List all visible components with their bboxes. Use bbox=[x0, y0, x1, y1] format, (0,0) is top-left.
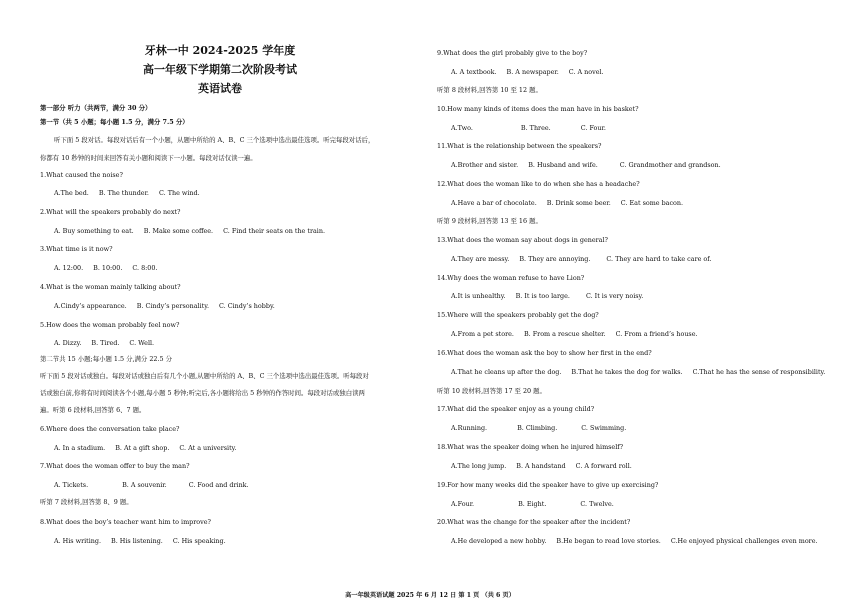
section2-instruction-line2: 话或独白前,你将有时间阅读各个小题,每小题 5 秒钟;听完后,各小题将给出 5 秒钟的作答时间。每段对话或独白读两 bbox=[40, 389, 365, 397]
option-b: B. They are annoying. bbox=[519, 255, 591, 263]
option-b: B. The thunder. bbox=[98, 189, 149, 197]
question-10: 10.How many kinds of items does the man have in his basket? bbox=[437, 105, 639, 113]
option-a: A.He developed a new hobby. bbox=[451, 537, 547, 545]
option-b: B. Eight. bbox=[518, 500, 547, 508]
question-9-options bbox=[451, 68, 614, 76]
question-11: 11.What is the relationship between the speakers? bbox=[437, 142, 602, 150]
question-18-options bbox=[451, 462, 642, 470]
question-16: 16.What does the woman ask the boy to show her first in the end? bbox=[437, 349, 652, 357]
question-6: 6.Where does the conversation take place? bbox=[40, 425, 180, 433]
section2-instruction-line3: 遍。听第 6 段材料,回答第 6、7 题。 bbox=[40, 406, 146, 414]
option-b: B. Make some coffee. bbox=[143, 227, 214, 235]
question-8: 8.What does the boy’s teacher want him to improve? bbox=[40, 518, 211, 526]
option-a: A.Cindy’s appearance. bbox=[54, 302, 127, 310]
section1-instruction-line2: 你都有 10 秒钟的时间来回答有关小题和阅读下一小题。每段对话仅读一遍。 bbox=[40, 154, 257, 162]
option-a: A. A textbook. bbox=[451, 68, 497, 76]
option-b: B. From a rescue shelter. bbox=[523, 330, 606, 338]
section2-instruction-line1: 听下面 5 段对话或独白。每段对话或独白后有几个小题,从题中所给的 A、B、C 三个选项中选出最佳选项。听每段对 bbox=[40, 372, 369, 380]
option-c: C. Grandmother and grandson. bbox=[619, 161, 721, 169]
option-a: A.It is unhealthy. bbox=[451, 292, 506, 300]
option-b: B. Husband and wife. bbox=[528, 161, 598, 169]
option-b: B. A newspaper. bbox=[506, 68, 559, 76]
question-2: 2.What will the speakers probably do next? bbox=[40, 208, 181, 216]
question-14-options bbox=[451, 292, 653, 300]
question-13: 13.What does the woman say about dogs in general? bbox=[437, 236, 608, 244]
question-20-options bbox=[451, 537, 818, 545]
question-17-options bbox=[451, 424, 636, 432]
question-20: 20.What was the change for the speaker after the incident? bbox=[437, 518, 631, 526]
question-10-options bbox=[451, 124, 616, 132]
school-title: 牙林一中 2024-2025 学年度 bbox=[144, 44, 296, 57]
option-a: A.Running. bbox=[451, 424, 488, 432]
option-a: A.Have a bar of chocolate. bbox=[451, 199, 537, 207]
question-3-options bbox=[54, 264, 167, 272]
question-9: 9.What does the girl probably give to the boy? bbox=[437, 49, 588, 57]
option-a: A.Brother and sister. bbox=[451, 161, 519, 169]
option-c: C. It is very noisy. bbox=[585, 292, 644, 300]
question-16-options bbox=[451, 368, 825, 376]
page-footer: 高一年级英语试题 2025 年 6 月 12 日 第 1 页 （共 6 页） bbox=[345, 592, 515, 599]
option-b: B. Cindy’s personality. bbox=[136, 302, 209, 310]
option-a: A. 12:00. bbox=[54, 264, 84, 272]
option-c: C. Find their seats on the train. bbox=[223, 227, 325, 235]
question-2-options bbox=[54, 227, 335, 235]
option-b: B. Climbing. bbox=[517, 424, 558, 432]
question-6-options bbox=[54, 444, 246, 452]
option-c: C. His speaking. bbox=[172, 537, 226, 545]
question-15-options bbox=[451, 330, 708, 338]
option-c: C. From a friend’s house. bbox=[615, 330, 698, 338]
option-c: C.That he has the sense of responsibility. bbox=[692, 368, 826, 376]
option-a: A. Buy something to eat. bbox=[54, 227, 134, 235]
question-13-options bbox=[451, 255, 721, 263]
section1-instruction-line1: 听下面 5 段对话。每段对话后有一个小题，从题中所给的 A、B、C 三个选项中选出最佳选项。听完每段对话后， bbox=[54, 136, 375, 144]
option-a: A.The bed. bbox=[54, 189, 89, 197]
option-a: A. Tickets. bbox=[54, 481, 89, 489]
question-4-options bbox=[54, 302, 285, 310]
section2-heading: 第二节共 15 小题;每小题 1.5 分,满分 22.5 分 bbox=[40, 355, 172, 363]
option-a: A.Two. bbox=[451, 124, 473, 132]
question-15: 15.Where will the speakers probably get the dog? bbox=[437, 311, 599, 319]
option-c: C. At a university. bbox=[179, 444, 237, 452]
option-c: C. A forward roll. bbox=[575, 462, 632, 470]
question-1: 1.What caused the noise? bbox=[40, 171, 123, 179]
option-b: B. At a gift shop. bbox=[115, 444, 170, 452]
question-12-options bbox=[451, 199, 693, 207]
option-b: B. Tired. bbox=[91, 339, 120, 347]
option-a: A.They are messy. bbox=[451, 255, 510, 263]
option-a: A.Four. bbox=[451, 500, 475, 508]
option-b: B.That he takes the dog for walks. bbox=[571, 368, 683, 376]
option-b: B. Drink some beer. bbox=[546, 199, 611, 207]
option-b: B. His listening. bbox=[111, 537, 163, 545]
question-7: 7.What does the woman offer to buy the man? bbox=[40, 462, 190, 470]
option-b: B. It is too large. bbox=[515, 292, 570, 300]
option-b: B. 10:00. bbox=[93, 264, 123, 272]
option-b: B. Three. bbox=[520, 124, 551, 132]
question-19-options bbox=[451, 500, 624, 508]
option-a: A.That he cleans up after the dog. bbox=[451, 368, 562, 376]
question-14: 14.Why does the woman refuse to have Lion? bbox=[437, 274, 585, 282]
question-12: 12.What does the woman like to do when she has a headache? bbox=[437, 180, 640, 188]
question-7-options bbox=[54, 481, 259, 489]
option-a: A. Dizzy. bbox=[54, 339, 82, 347]
question-18: 18.What was the speaker doing when he injured himself? bbox=[437, 443, 624, 451]
option-b: B. A handstand bbox=[516, 462, 566, 470]
material-8-instruction: 听第 8 段材料,回答第 10 至 12 题。 bbox=[437, 86, 542, 94]
section1-heading: 第一节（共 5 小题；每小题 1.5 分，满分 7.5 分） bbox=[40, 118, 189, 126]
option-c: C. Well. bbox=[129, 339, 155, 347]
question-4: 4.What is the woman mainly talking about? bbox=[40, 283, 181, 291]
option-a: A.The long jump. bbox=[451, 462, 507, 470]
question-11-options bbox=[451, 161, 731, 169]
option-c: C. Four. bbox=[580, 124, 606, 132]
left-column bbox=[40, 0, 440, 575]
subject-title: 英语试卷 bbox=[198, 82, 242, 95]
option-c: C. Twelve. bbox=[580, 500, 614, 508]
option-c: C. 8:00. bbox=[132, 264, 158, 272]
question-19: 19.For how many weeks did the speaker have to give up exercising? bbox=[437, 481, 659, 489]
material-10-instruction: 听第 10 段材料,回答第 17 至 20 题。 bbox=[437, 387, 546, 395]
option-c: C. They are hard to take care of. bbox=[606, 255, 712, 263]
option-c: C. Food and drink. bbox=[188, 481, 249, 489]
option-a: A. His writing. bbox=[54, 537, 102, 545]
material-7-instruction: 听第 7 段材料,回答第 8、9 题。 bbox=[40, 498, 133, 506]
option-c: C. Eat some bacon. bbox=[620, 199, 684, 207]
question-5: 5.How does the woman probably feel now? bbox=[40, 321, 180, 329]
right-column bbox=[437, 0, 837, 575]
exam-title: 高一年级下学期第二次阶段考试 bbox=[143, 63, 297, 76]
option-c: C.He enjoyed physical challenges even more. bbox=[670, 537, 818, 545]
option-c: C. The wind. bbox=[158, 189, 200, 197]
option-b: B.He began to read love stories. bbox=[556, 537, 661, 545]
question-3: 3.What time is it now? bbox=[40, 245, 113, 253]
material-9-instruction: 听第 9 段材料,回答第 13 至 16 题。 bbox=[437, 217, 542, 225]
option-a: A. In a stadium. bbox=[54, 444, 106, 452]
question-1-options bbox=[54, 189, 210, 197]
option-a: A.From a pet store. bbox=[451, 330, 514, 338]
question-17: 17.What did the speaker enjoy as a young child? bbox=[437, 405, 595, 413]
option-c: C. Swimming. bbox=[581, 424, 627, 432]
option-c: C. Cindy’s hobby. bbox=[218, 302, 275, 310]
option-b: B. A souvenir. bbox=[122, 481, 167, 489]
question-5-options bbox=[54, 339, 164, 347]
question-8-options bbox=[54, 537, 236, 545]
part1-heading: 第一部分 听力（共两节，满分 30 分） bbox=[40, 104, 152, 112]
option-c: C. A novel. bbox=[568, 68, 604, 76]
